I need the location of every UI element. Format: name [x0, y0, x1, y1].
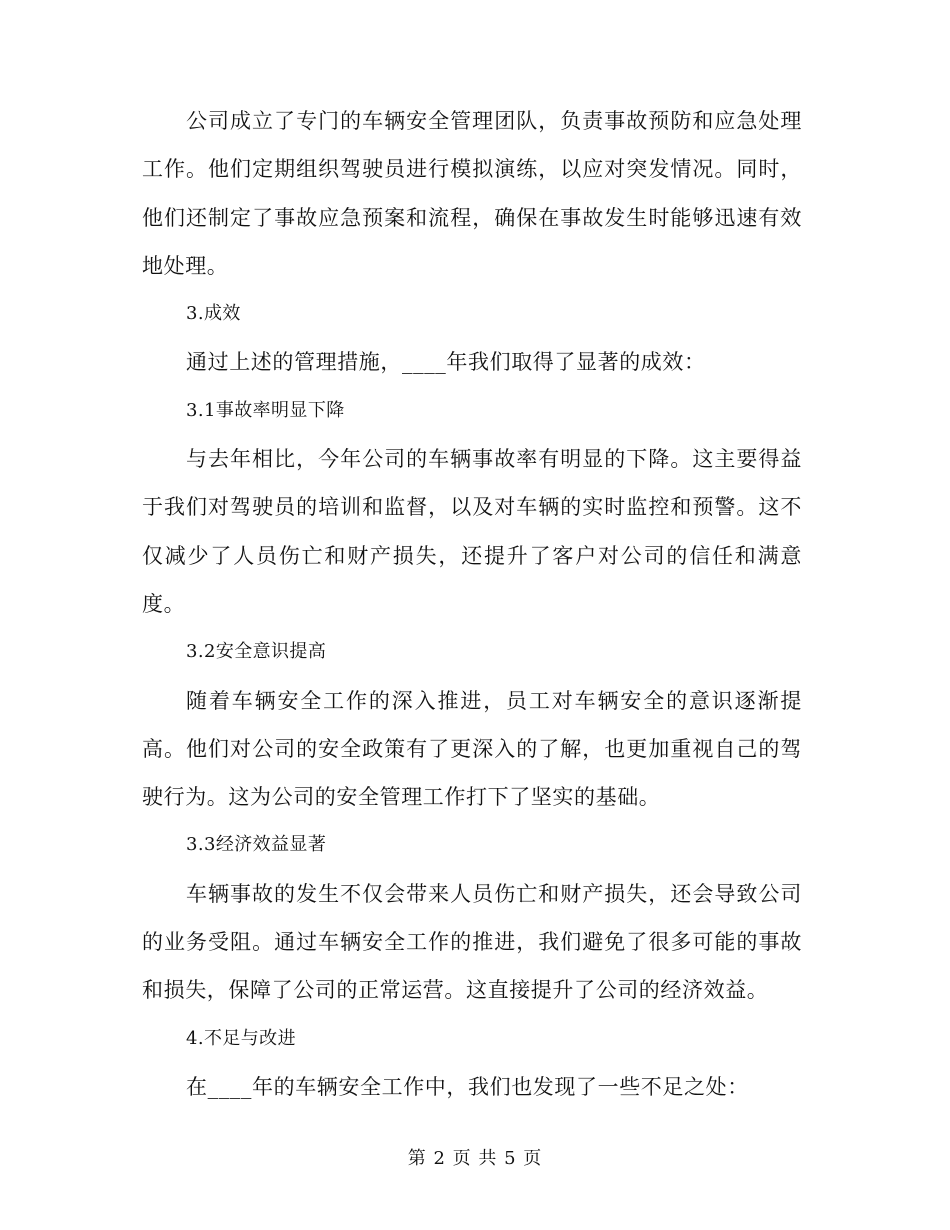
paragraph-accident-rate: 与去年相比，今年公司的车辆事故率有明显的下降。这主要得益于我们对驾驶员的培训和监督，以及对车辆的实时监控和预警。这不仅减少了人员伤亡和财产损失，还提升了客户对公司的信任和满意度。	[142, 447, 802, 616]
page-number-footer: 第 2 页 共 5 页	[407, 1148, 543, 1169]
paragraph-shortcomings: 在____年的车辆安全工作中，我们也发现了一些不足之处：	[186, 1074, 749, 1099]
heading-shortcomings: 4.不足与改进	[186, 1027, 296, 1049]
paragraph-safety-awareness: 随着车辆安全工作的深入推进，员工对车辆安全的意识逐渐提高。他们对公司的安全政策有了更深入的了解，也更加重视自己的驾驶行为。这为公司的安全管理工作打下了坚实的基础。	[142, 688, 802, 810]
document-body	[142, 97, 802, 1111]
paragraph-economic-benefit: 车辆事故的发生不仅会带来人员伤亡和财产损失，还会导致公司的业务受阻。通过车辆安全工作的推进，我们避免了很多可能的事故和损失，保障了公司的正常运营。这直接提升了公司的经济效益。	[142, 881, 802, 1003]
heading-safety-awareness: 3.2安全意识提高	[186, 641, 327, 663]
heading-accident-rate: 3.1事故率明显下降	[186, 399, 345, 421]
heading-results: 3.成效	[186, 303, 241, 325]
paragraph-results-intro: 通过上述的管理措施，____年我们取得了显著的成效：	[186, 350, 706, 375]
heading-economic-benefit: 3.3经济效益显著	[186, 834, 327, 856]
paragraph-emergency-team: 公司成立了专门的车辆安全管理团队，负责事故预防和应急处理工作。他们定期组织驾驶员进行模拟演练，以应对突发情况。同时，他们还制定了事故应急预案和流程，确保在事故发生时能够迅速有效地处理。	[142, 109, 802, 278]
